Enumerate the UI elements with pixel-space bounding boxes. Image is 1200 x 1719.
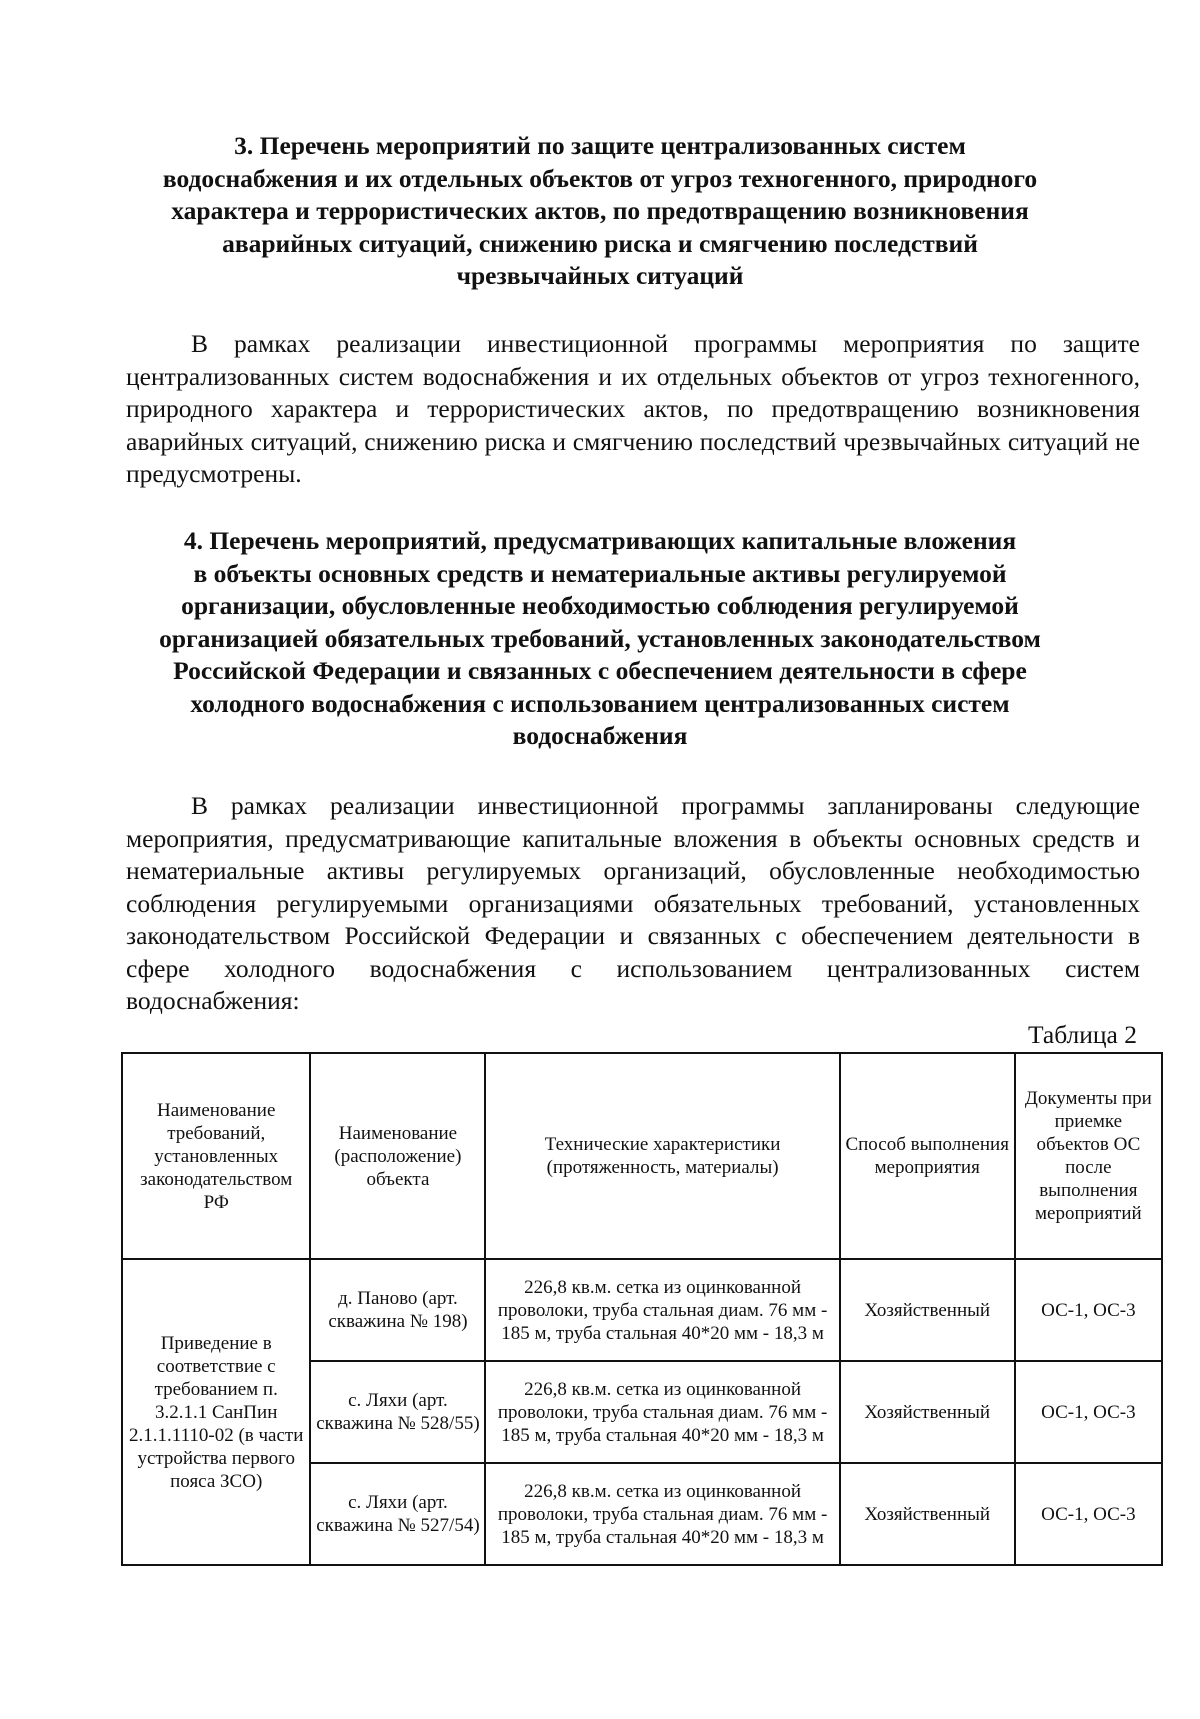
section-4-heading-line: водоснабжения: [512, 721, 688, 750]
table-header-row: [122, 1053, 1162, 1259]
tech-cell: 226,8 кв.м. сетка из оцинкованной проволоки, труба стальная диам. 76 мм - 185 м, труба стальная 40*20 мм - 18,3 м: [485, 1259, 839, 1361]
header-docs: Документы при приемке объектов ОС после выполнения мероприятий: [1015, 1053, 1162, 1259]
section-3-heading-line: аварийных ситуаций, снижению риска и смягчению последствий: [222, 228, 978, 258]
object-cell: с. Ляхи (арт. скважина № 527/54): [310, 1463, 485, 1565]
header-tech: Технические характеристики (протяженность, материалы): [485, 1053, 839, 1259]
section-4-heading-line: 4. Перечень мероприятий, предусматривающих капитальные вложения: [183, 526, 1017, 555]
tech-cell: 226,8 кв.м. сетка из оцинкованной проволоки, труба стальная диам. 76 мм - 185 м, труба стальная 40*20 мм - 18,3 м: [485, 1463, 839, 1565]
section-4-heading-line: организацией обязательных требований, установленных законодательством: [159, 623, 1041, 653]
header-requirement: Наименование требований, установленных законодательством РФ: [122, 1053, 310, 1259]
section-4-heading-line: Российской Федерации и связанных с обеспечением деятельности в сфере: [173, 656, 1027, 685]
section-4-heading-line: в объекты основных средств и нематериальные активы регулируемой: [193, 558, 1007, 588]
section-4-heading-line: холодного водоснабжения с использованием централизованных систем: [190, 688, 1010, 718]
section-3-heading-line: характера и террористических актов, по предотвращению возникновения: [171, 196, 1029, 225]
section-4-heading-line: организации, обусловленные необходимостью соблюдения регулируемой: [181, 591, 1019, 620]
header-object: Наименование (расположение) объекта: [310, 1053, 485, 1259]
docs-cell: ОС-1, ОС-3: [1015, 1463, 1162, 1565]
docs-cell: ОС-1, ОС-3: [1015, 1259, 1162, 1361]
section-3-heading-line: чрезвычайных ситуаций: [456, 261, 744, 290]
requirement-cell: Приведение в соответствие с требованием п. 3.2.1.1 СанПин 2.1.1.1110-02 (в части устройства первого пояса ЗСО): [122, 1259, 310, 1565]
method-cell: Хозяйственный: [840, 1259, 1015, 1361]
section-3-heading: [140, 130, 1060, 293]
header-method: Способ выполнения мероприятия: [840, 1053, 1015, 1259]
table-label: Таблица 2: [1027, 1020, 1137, 1049]
requirements-table: [121, 1052, 1163, 1566]
tech-cell: 226,8 кв.м. сетка из оцинкованной проволоки, труба стальная диам. 76 мм - 185 м, труба стальная 40*20 мм - 18,3 м: [485, 1361, 839, 1463]
method-cell: Хозяйственный: [840, 1463, 1015, 1565]
section-4-heading: [140, 525, 1060, 753]
section-3-heading-line: водоснабжения и их отдельных объектов от угроз техногенного, природного: [162, 163, 1038, 193]
docs-cell: ОС-1, ОС-3: [1015, 1361, 1162, 1463]
object-cell: д. Паново (арт. скважина № 198): [310, 1259, 485, 1361]
section-3-paragraph: В рамках реализации инвестиционной программы мероприятия по защите централизованных систем водоснабжения и их отдельных объектов от угроз техногенного, природного характера и террористических актов, по предотвращению возникновения аварийных ситуаций, снижению риска и смягчению последствий чрезвычайных ситуаций не предусмотрены.: [126, 329, 1140, 488]
object-cell: с. Ляхи (арт. скважина № 528/55): [310, 1361, 485, 1463]
section-4-paragraph: В рамках реализации инвестиционной программы запланированы следующие мероприятия, предусматривающие капитальные вложения в объекты основных средств и нематериальные активы регулируемых организаций, обусловленные необходимостью соблюдения регулируемыми организациями обязательных требований, установленных законодательством Российской Федерации и связанных с обеспечением деятельности в сфере холодного водоснабжения с использованием централизованных систем водоснабжения:: [126, 791, 1140, 1015]
table-row: [122, 1259, 1162, 1361]
method-cell: Хозяйственный: [840, 1361, 1015, 1463]
section-3-heading-line: 3. Перечень мероприятий по защите централизованных систем: [234, 131, 966, 160]
